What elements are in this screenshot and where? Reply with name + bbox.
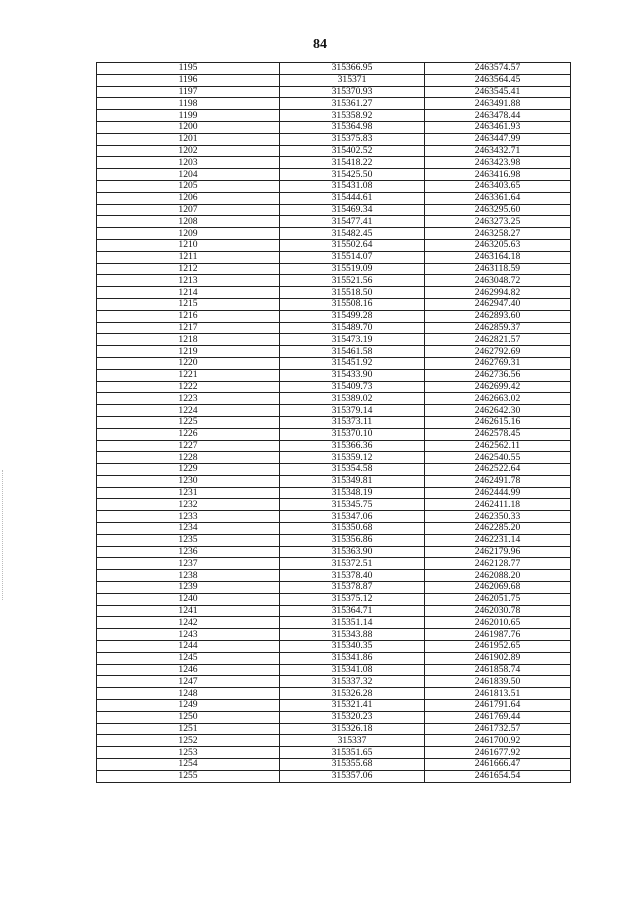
point-number-cell: 1232 xyxy=(97,499,280,511)
table-row xyxy=(97,428,571,440)
table-row xyxy=(97,322,571,334)
table-row xyxy=(97,263,571,275)
table-row xyxy=(97,275,571,287)
y-coordinate-cell: 2462615.16 xyxy=(425,416,571,428)
x-coordinate-cell: 315378.87 xyxy=(280,582,425,594)
point-number-cell: 1239 xyxy=(97,582,280,594)
y-coordinate-cell: 2462069.68 xyxy=(425,582,571,594)
y-coordinate-cell: 2461813.51 xyxy=(425,688,571,700)
x-coordinate-cell: 315364.98 xyxy=(280,121,425,133)
x-coordinate-cell: 315482.45 xyxy=(280,228,425,240)
x-coordinate-cell: 315477.41 xyxy=(280,216,425,228)
table-row xyxy=(97,192,571,204)
x-coordinate-cell: 315372.51 xyxy=(280,558,425,570)
y-coordinate-cell: 2463423.98 xyxy=(425,157,571,169)
y-coordinate-cell: 2462792.69 xyxy=(425,346,571,358)
table-row xyxy=(97,110,571,122)
point-number-cell: 1213 xyxy=(97,275,280,287)
x-coordinate-cell: 315356.86 xyxy=(280,534,425,546)
y-coordinate-cell: 2461987.76 xyxy=(425,629,571,641)
table-row xyxy=(97,770,571,782)
point-number-cell: 1242 xyxy=(97,617,280,629)
x-coordinate-cell: 315354.58 xyxy=(280,464,425,476)
y-coordinate-cell: 2463461.93 xyxy=(425,121,571,133)
point-number-cell: 1208 xyxy=(97,216,280,228)
point-number-cell: 1220 xyxy=(97,357,280,369)
table-row xyxy=(97,664,571,676)
table-row xyxy=(97,534,571,546)
table-row xyxy=(97,582,571,594)
point-number-cell: 1238 xyxy=(97,570,280,582)
y-coordinate-cell: 2463361.64 xyxy=(425,192,571,204)
point-number-cell: 1205 xyxy=(97,180,280,192)
table-row xyxy=(97,393,571,405)
point-number-cell: 1254 xyxy=(97,759,280,771)
y-coordinate-cell: 2463048.72 xyxy=(425,275,571,287)
coordinates-table xyxy=(96,62,571,783)
x-coordinate-cell: 315451.92 xyxy=(280,357,425,369)
point-number-cell: 1223 xyxy=(97,393,280,405)
point-number-cell: 1214 xyxy=(97,287,280,299)
point-number-cell: 1245 xyxy=(97,652,280,664)
x-coordinate-cell: 315351.14 xyxy=(280,617,425,629)
y-coordinate-cell: 2462030.78 xyxy=(425,605,571,617)
table-row xyxy=(97,157,571,169)
y-coordinate-cell: 2463416.98 xyxy=(425,169,571,181)
point-number-cell: 1197 xyxy=(97,86,280,98)
table-row xyxy=(97,287,571,299)
table-row xyxy=(97,499,571,511)
y-coordinate-cell: 2462893.60 xyxy=(425,310,571,322)
table-row xyxy=(97,546,571,558)
point-number-cell: 1225 xyxy=(97,416,280,428)
x-coordinate-cell: 315358.92 xyxy=(280,110,425,122)
y-coordinate-cell: 2463295.60 xyxy=(425,204,571,216)
y-coordinate-cell: 2462522.64 xyxy=(425,464,571,476)
y-coordinate-cell: 2462859.37 xyxy=(425,322,571,334)
point-number-cell: 1240 xyxy=(97,593,280,605)
table-row xyxy=(97,251,571,263)
point-number-cell: 1252 xyxy=(97,735,280,747)
table-row xyxy=(97,298,571,310)
x-coordinate-cell: 315341.08 xyxy=(280,664,425,676)
point-number-cell: 1233 xyxy=(97,511,280,523)
point-number-cell: 1212 xyxy=(97,263,280,275)
point-number-cell: 1216 xyxy=(97,310,280,322)
point-number-cell: 1209 xyxy=(97,228,280,240)
y-coordinate-cell: 2461858.74 xyxy=(425,664,571,676)
x-coordinate-cell: 315351.65 xyxy=(280,747,425,759)
x-coordinate-cell: 315514.07 xyxy=(280,251,425,263)
point-number-cell: 1218 xyxy=(97,334,280,346)
x-coordinate-cell: 315473.19 xyxy=(280,334,425,346)
table-row xyxy=(97,121,571,133)
y-coordinate-cell: 2462947.40 xyxy=(425,298,571,310)
y-coordinate-cell: 2462285.20 xyxy=(425,523,571,535)
y-coordinate-cell: 2463205.63 xyxy=(425,239,571,251)
x-coordinate-cell: 315418.22 xyxy=(280,157,425,169)
y-coordinate-cell: 2463164.18 xyxy=(425,251,571,263)
point-number-cell: 1234 xyxy=(97,523,280,535)
table-row xyxy=(97,381,571,393)
y-coordinate-cell: 2461769.44 xyxy=(425,711,571,723)
y-coordinate-cell: 2462051.75 xyxy=(425,593,571,605)
table-row xyxy=(97,334,571,346)
y-coordinate-cell: 2461700.92 xyxy=(425,735,571,747)
table-row xyxy=(97,747,571,759)
point-number-cell: 1221 xyxy=(97,369,280,381)
x-coordinate-cell: 315518.50 xyxy=(280,287,425,299)
table-row xyxy=(97,74,571,86)
table-row xyxy=(97,86,571,98)
y-coordinate-cell: 2462350.33 xyxy=(425,511,571,523)
x-coordinate-cell: 315357.06 xyxy=(280,770,425,782)
point-number-cell: 1241 xyxy=(97,605,280,617)
table-row xyxy=(97,216,571,228)
x-coordinate-cell: 315348.19 xyxy=(280,487,425,499)
x-coordinate-cell: 315321.41 xyxy=(280,700,425,712)
point-number-cell: 1249 xyxy=(97,700,280,712)
point-number-cell: 1235 xyxy=(97,534,280,546)
y-coordinate-cell: 2462821.57 xyxy=(425,334,571,346)
table-row xyxy=(97,357,571,369)
point-number-cell: 1231 xyxy=(97,487,280,499)
table-row xyxy=(97,475,571,487)
point-number-cell: 1246 xyxy=(97,664,280,676)
x-coordinate-cell: 315409.73 xyxy=(280,381,425,393)
table-row xyxy=(97,204,571,216)
table-row xyxy=(97,641,571,653)
x-coordinate-cell: 315350.68 xyxy=(280,523,425,535)
table-row xyxy=(97,63,571,75)
x-coordinate-cell: 315326.28 xyxy=(280,688,425,700)
table-row xyxy=(97,759,571,771)
y-coordinate-cell: 2462128.77 xyxy=(425,558,571,570)
table-row xyxy=(97,723,571,735)
x-coordinate-cell: 315402.52 xyxy=(280,145,425,157)
x-coordinate-cell: 315366.36 xyxy=(280,440,425,452)
x-coordinate-cell: 315355.68 xyxy=(280,759,425,771)
x-coordinate-cell: 315370.93 xyxy=(280,86,425,98)
x-coordinate-cell: 315489.70 xyxy=(280,322,425,334)
point-number-cell: 1200 xyxy=(97,121,280,133)
table-row xyxy=(97,558,571,570)
table-row xyxy=(97,98,571,110)
point-number-cell: 1228 xyxy=(97,452,280,464)
table-row xyxy=(97,487,571,499)
y-coordinate-cell: 2462444.99 xyxy=(425,487,571,499)
table-row xyxy=(97,676,571,688)
table-row xyxy=(97,605,571,617)
y-coordinate-cell: 2462642.30 xyxy=(425,405,571,417)
point-number-cell: 1222 xyxy=(97,381,280,393)
point-number-cell: 1211 xyxy=(97,251,280,263)
point-number-cell: 1250 xyxy=(97,711,280,723)
x-coordinate-cell: 315363.90 xyxy=(280,546,425,558)
table-row xyxy=(97,652,571,664)
x-coordinate-cell: 315508.16 xyxy=(280,298,425,310)
point-number-cell: 1247 xyxy=(97,676,280,688)
y-coordinate-cell: 2463564.45 xyxy=(425,74,571,86)
point-number-cell: 1251 xyxy=(97,723,280,735)
y-coordinate-cell: 2461666.47 xyxy=(425,759,571,771)
x-coordinate-cell: 315373.11 xyxy=(280,416,425,428)
x-coordinate-cell: 315349.81 xyxy=(280,475,425,487)
table-row xyxy=(97,369,571,381)
y-coordinate-cell: 2463447.99 xyxy=(425,133,571,145)
scan-fold-mark xyxy=(2,470,4,600)
x-coordinate-cell: 315326.18 xyxy=(280,723,425,735)
table-row xyxy=(97,228,571,240)
table-row xyxy=(97,570,571,582)
x-coordinate-cell: 315521.56 xyxy=(280,275,425,287)
y-coordinate-cell: 2463491.88 xyxy=(425,98,571,110)
point-number-cell: 1204 xyxy=(97,169,280,181)
x-coordinate-cell: 315337 xyxy=(280,735,425,747)
point-number-cell: 1203 xyxy=(97,157,280,169)
point-number-cell: 1237 xyxy=(97,558,280,570)
x-coordinate-cell: 315469.34 xyxy=(280,204,425,216)
x-coordinate-cell: 315431.08 xyxy=(280,180,425,192)
y-coordinate-cell: 2462088.20 xyxy=(425,570,571,582)
x-coordinate-cell: 315379.14 xyxy=(280,405,425,417)
table-row xyxy=(97,452,571,464)
point-number-cell: 1255 xyxy=(97,770,280,782)
x-coordinate-cell: 315370.10 xyxy=(280,428,425,440)
table-row xyxy=(97,523,571,535)
x-coordinate-cell: 315371 xyxy=(280,74,425,86)
point-number-cell: 1243 xyxy=(97,629,280,641)
x-coordinate-cell: 315378.40 xyxy=(280,570,425,582)
y-coordinate-cell: 2461732.57 xyxy=(425,723,571,735)
point-number-cell: 1224 xyxy=(97,405,280,417)
table-row xyxy=(97,440,571,452)
y-coordinate-cell: 2462994.82 xyxy=(425,287,571,299)
table-row xyxy=(97,145,571,157)
table-row xyxy=(97,735,571,747)
point-number-cell: 1199 xyxy=(97,110,280,122)
table-row xyxy=(97,405,571,417)
coordinates-table-body xyxy=(97,63,571,783)
y-coordinate-cell: 2462540.55 xyxy=(425,452,571,464)
table-row xyxy=(97,617,571,629)
point-number-cell: 1210 xyxy=(97,239,280,251)
y-coordinate-cell: 2463545.41 xyxy=(425,86,571,98)
y-coordinate-cell: 2462699.42 xyxy=(425,381,571,393)
point-number-cell: 1248 xyxy=(97,688,280,700)
y-coordinate-cell: 2462663.02 xyxy=(425,393,571,405)
table-row xyxy=(97,593,571,605)
y-coordinate-cell: 2461952.65 xyxy=(425,641,571,653)
y-coordinate-cell: 2462562.11 xyxy=(425,440,571,452)
y-coordinate-cell: 2463118.59 xyxy=(425,263,571,275)
y-coordinate-cell: 2461654.54 xyxy=(425,770,571,782)
point-number-cell: 1206 xyxy=(97,192,280,204)
y-coordinate-cell: 2462411.18 xyxy=(425,499,571,511)
point-number-cell: 1244 xyxy=(97,641,280,653)
y-coordinate-cell: 2463478.44 xyxy=(425,110,571,122)
page-number: 84 xyxy=(313,37,327,52)
y-coordinate-cell: 2462736.56 xyxy=(425,369,571,381)
y-coordinate-cell: 2462769.31 xyxy=(425,357,571,369)
y-coordinate-cell: 2461791.64 xyxy=(425,700,571,712)
x-coordinate-cell: 315341.86 xyxy=(280,652,425,664)
x-coordinate-cell: 315361.27 xyxy=(280,98,425,110)
table-row xyxy=(97,239,571,251)
y-coordinate-cell: 2461902.89 xyxy=(425,652,571,664)
y-coordinate-cell: 2463258.27 xyxy=(425,228,571,240)
y-coordinate-cell: 2462179.96 xyxy=(425,546,571,558)
point-number-cell: 1207 xyxy=(97,204,280,216)
y-coordinate-cell: 2463574.57 xyxy=(425,63,571,75)
table-row xyxy=(97,688,571,700)
table-row xyxy=(97,346,571,358)
table-row xyxy=(97,169,571,181)
y-coordinate-cell: 2462231.14 xyxy=(425,534,571,546)
x-coordinate-cell: 315364.71 xyxy=(280,605,425,617)
x-coordinate-cell: 315502.64 xyxy=(280,239,425,251)
y-coordinate-cell: 2461839.50 xyxy=(425,676,571,688)
y-coordinate-cell: 2463432.71 xyxy=(425,145,571,157)
x-coordinate-cell: 315345.75 xyxy=(280,499,425,511)
table-row xyxy=(97,180,571,192)
point-number-cell: 1196 xyxy=(97,74,280,86)
point-number-cell: 1198 xyxy=(97,98,280,110)
x-coordinate-cell: 315337.32 xyxy=(280,676,425,688)
point-number-cell: 1215 xyxy=(97,298,280,310)
y-coordinate-cell: 2461677.92 xyxy=(425,747,571,759)
x-coordinate-cell: 315444.61 xyxy=(280,192,425,204)
x-coordinate-cell: 315366.95 xyxy=(280,63,425,75)
point-number-cell: 1253 xyxy=(97,747,280,759)
x-coordinate-cell: 315499.28 xyxy=(280,310,425,322)
table-row xyxy=(97,416,571,428)
y-coordinate-cell: 2462491.78 xyxy=(425,475,571,487)
x-coordinate-cell: 315375.12 xyxy=(280,593,425,605)
x-coordinate-cell: 315359.12 xyxy=(280,452,425,464)
x-coordinate-cell: 315340.35 xyxy=(280,641,425,653)
y-coordinate-cell: 2463273.25 xyxy=(425,216,571,228)
point-number-cell: 1195 xyxy=(97,63,280,75)
table-row xyxy=(97,711,571,723)
x-coordinate-cell: 315461.58 xyxy=(280,346,425,358)
x-coordinate-cell: 315389.02 xyxy=(280,393,425,405)
point-number-cell: 1236 xyxy=(97,546,280,558)
y-coordinate-cell: 2463403.65 xyxy=(425,180,571,192)
y-coordinate-cell: 2462010.65 xyxy=(425,617,571,629)
x-coordinate-cell: 315343.88 xyxy=(280,629,425,641)
point-number-cell: 1202 xyxy=(97,145,280,157)
table-row xyxy=(97,464,571,476)
point-number-cell: 1229 xyxy=(97,464,280,476)
x-coordinate-cell: 315519.09 xyxy=(280,263,425,275)
x-coordinate-cell: 315347.06 xyxy=(280,511,425,523)
table-row xyxy=(97,511,571,523)
point-number-cell: 1227 xyxy=(97,440,280,452)
point-number-cell: 1219 xyxy=(97,346,280,358)
x-coordinate-cell: 315375.83 xyxy=(280,133,425,145)
table-row xyxy=(97,700,571,712)
table-row xyxy=(97,133,571,145)
point-number-cell: 1226 xyxy=(97,428,280,440)
table-row xyxy=(97,310,571,322)
table-row xyxy=(97,629,571,641)
point-number-cell: 1201 xyxy=(97,133,280,145)
y-coordinate-cell: 2462578.45 xyxy=(425,428,571,440)
x-coordinate-cell: 315425.50 xyxy=(280,169,425,181)
point-number-cell: 1217 xyxy=(97,322,280,334)
x-coordinate-cell: 315320.23 xyxy=(280,711,425,723)
x-coordinate-cell: 315433.90 xyxy=(280,369,425,381)
point-number-cell: 1230 xyxy=(97,475,280,487)
